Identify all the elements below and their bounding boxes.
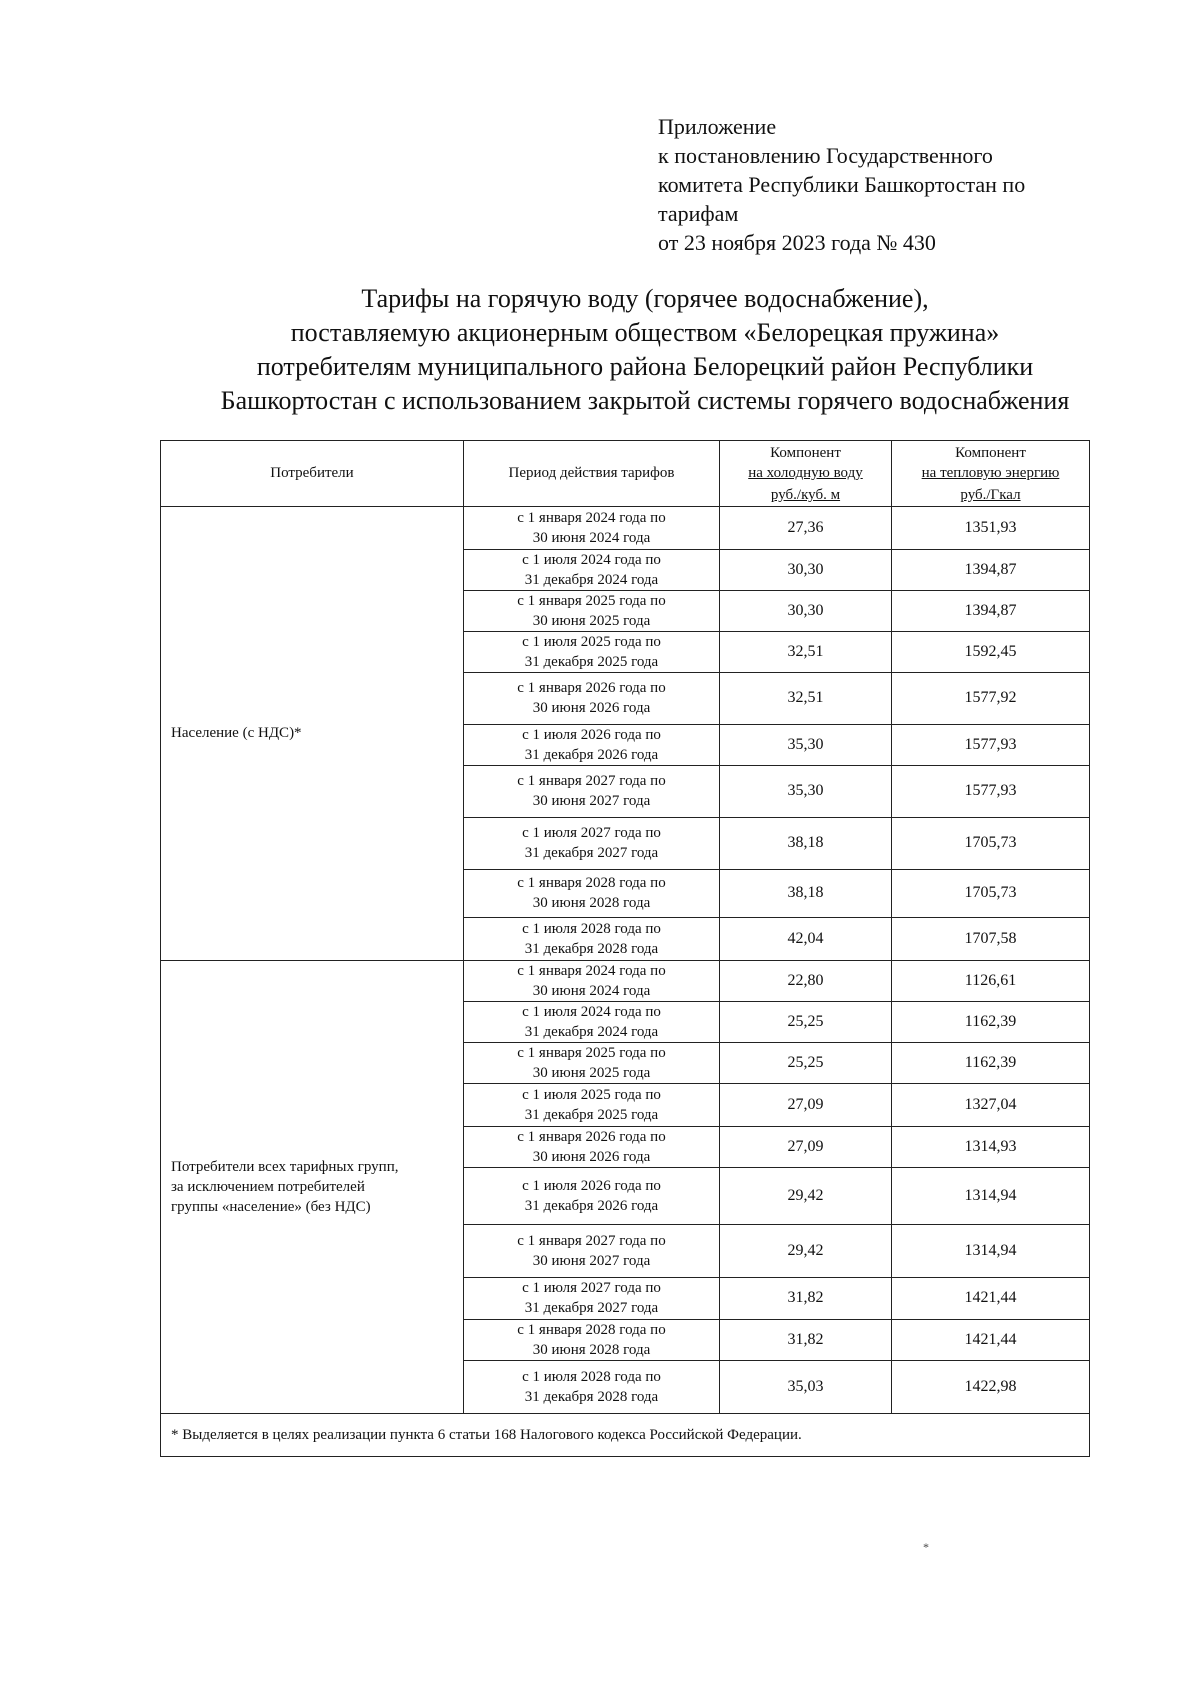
- period-end: 31 декабря 2027 года: [524, 1300, 659, 1316]
- period-start: с 1 июля 2027 года по: [522, 1280, 661, 1296]
- appendix-line: от 23 ноября 2023 года № 430: [658, 230, 936, 255]
- period-cell: [464, 549, 720, 590]
- period-start: с 1 июля 2025 года по: [522, 1086, 661, 1103]
- period-end: 31 декабря 2027 года: [524, 845, 659, 861]
- period-cell: [464, 917, 720, 960]
- heat-energy-value: 1394,87: [892, 590, 1090, 631]
- period-end: 30 июня 2028 года: [532, 895, 651, 911]
- header-consumers: Потребители: [161, 441, 464, 507]
- heat-energy-value: 1314,93: [892, 1126, 1090, 1167]
- period-end: 31 декабря 2026 года: [524, 1197, 659, 1214]
- period-start: с 1 июля 2028 года по: [522, 1368, 661, 1385]
- cold-water-value: 25,25: [720, 1042, 892, 1083]
- cold-water-value: 29,42: [720, 1167, 892, 1224]
- period-end: 30 июня 2027 года: [532, 1252, 651, 1269]
- period-cell: [464, 1126, 720, 1167]
- period-cell: [464, 672, 720, 724]
- period-start: с 1 января 2025 года по: [517, 1044, 666, 1061]
- table-footnote: * Выделяется в целях реализации пункта 6 статьи 168 Налогового кодекса Российской Федерации.: [161, 1413, 1090, 1456]
- heat-energy-value: 1162,39: [892, 1001, 1090, 1042]
- period-start: с 1 января 2026 года по: [517, 1128, 666, 1145]
- period-start: с 1 января 2024 года по: [517, 509, 666, 526]
- document-title: [150, 282, 1140, 418]
- heat-energy-value: 1126,61: [892, 960, 1090, 1001]
- heat-energy-value: 1577,93: [892, 724, 1090, 765]
- header-heat-bottom: на тепловую энергию: [921, 464, 1060, 481]
- period-end: 31 декабря 2025 года: [524, 1106, 659, 1123]
- period-start: с 1 января 2028 года по: [517, 875, 666, 891]
- header-heat-component: [892, 441, 1090, 485]
- period-cell: [464, 1001, 720, 1042]
- header-cold-top: Компонент: [770, 444, 841, 461]
- period-start: с 1 января 2025 года по: [517, 592, 666, 609]
- heat-energy-value: 1421,44: [892, 1319, 1090, 1360]
- period-start: с 1 января 2024 года по: [517, 962, 666, 979]
- period-start: с 1 июля 2024 года по: [522, 1003, 661, 1020]
- cold-water-value: 27,09: [720, 1126, 892, 1167]
- period-cell: [464, 590, 720, 631]
- period-end: 30 июня 2026 года: [532, 700, 651, 716]
- cold-water-value: 38,18: [720, 817, 892, 869]
- period-start: с 1 июля 2027 года по: [522, 825, 661, 841]
- title-line: Башкортостан с использованием закрытой системы горячего водоснабжения: [220, 386, 1070, 415]
- period-cell: [464, 1224, 720, 1277]
- cold-water-value: 35,03: [720, 1360, 892, 1413]
- period-end: 31 декабря 2028 года: [524, 1388, 659, 1405]
- period-start: с 1 июля 2026 года по: [522, 1177, 661, 1194]
- heat-energy-value: 1394,87: [892, 549, 1090, 590]
- heat-energy-value: 1351,93: [892, 506, 1090, 549]
- period-start: с 1 января 2028 года по: [517, 1321, 666, 1338]
- period-cell: [464, 1083, 720, 1126]
- period-start: с 1 января 2027 года по: [517, 1232, 666, 1249]
- period-end: 30 июня 2025 года: [532, 612, 651, 629]
- cold-water-value: 32,51: [720, 631, 892, 672]
- period-end: 30 июня 2026 года: [532, 1148, 651, 1165]
- header-cold-component: [720, 441, 892, 485]
- period-cell: [464, 1167, 720, 1224]
- period-start: с 1 января 2027 года по: [517, 773, 666, 789]
- header-heat-unit: [892, 485, 1090, 507]
- period-cell: [464, 1277, 720, 1319]
- period-cell: [464, 817, 720, 869]
- period-start: с 1 июля 2026 года по: [522, 726, 661, 743]
- cold-water-value: 42,04: [720, 917, 892, 960]
- period-cell: [464, 765, 720, 817]
- period-end: 31 декабря 2024 года: [524, 571, 659, 588]
- table-row: [161, 506, 1090, 549]
- heat-energy-value: 1421,44: [892, 1277, 1090, 1319]
- period-start: с 1 июля 2024 года по: [522, 551, 661, 568]
- consumer-group-name: Потребители всех тарифных групп, за исключением потребителей группы «население» (без НДС): [161, 960, 464, 1413]
- table-body: [161, 506, 1090, 1413]
- title-line: поставляемую акционерным обществом «Белорецкая пружина»: [290, 318, 1000, 347]
- period-start: с 1 июля 2028 года по: [522, 920, 661, 937]
- period-end: 31 декабря 2026 года: [524, 746, 659, 763]
- period-cell: [464, 869, 720, 917]
- cold-water-value: 30,30: [720, 590, 892, 631]
- heat-energy-value: 1577,93: [892, 765, 1090, 817]
- period-cell: [464, 1042, 720, 1083]
- title-line: Тарифы на горячую воду (горячее водоснабжение),: [361, 284, 929, 313]
- header-period: Период действия тарифов: [464, 441, 720, 507]
- appendix-block: [658, 112, 1078, 257]
- period-end: 30 июня 2024 года: [532, 982, 651, 999]
- heat-energy-value: 1577,92: [892, 672, 1090, 724]
- heat-energy-value: 1162,39: [892, 1042, 1090, 1083]
- period-cell: [464, 724, 720, 765]
- period-end: 31 декабря 2024 года: [524, 1023, 659, 1040]
- cold-water-value: 30,30: [720, 549, 892, 590]
- cold-water-value: 35,30: [720, 724, 892, 765]
- period-cell: [464, 506, 720, 549]
- cold-water-value: 29,42: [720, 1224, 892, 1277]
- cold-water-value: 32,51: [720, 672, 892, 724]
- heat-energy-value: 1314,94: [892, 1224, 1090, 1277]
- period-start: с 1 января 2026 года по: [517, 680, 666, 696]
- heat-energy-value: 1705,73: [892, 817, 1090, 869]
- stray-mark: *: [923, 1540, 929, 1554]
- appendix-line: комитета Республики Башкортостан по: [658, 172, 1026, 197]
- header-cold-unit: [720, 485, 892, 507]
- cold-water-value: 38,18: [720, 869, 892, 917]
- heat-unit-text: руб./Гкал: [960, 487, 1021, 503]
- period-cell: [464, 960, 720, 1001]
- table-row: [161, 960, 1090, 1001]
- appendix-line: к постановлению Государственного: [658, 143, 993, 168]
- heat-energy-value: 1314,94: [892, 1167, 1090, 1224]
- period-end: 30 июня 2028 года: [532, 1341, 651, 1358]
- cold-water-value: 31,82: [720, 1277, 892, 1319]
- consumer-group-name: Население (с НДС)*: [161, 506, 464, 960]
- period-end: 31 декабря 2028 года: [524, 940, 659, 957]
- header-heat-top: Компонент: [955, 444, 1026, 461]
- period-cell: [464, 631, 720, 672]
- heat-energy-value: 1327,04: [892, 1083, 1090, 1126]
- heat-energy-value: 1705,73: [892, 869, 1090, 917]
- period-end: 30 июня 2024 года: [532, 529, 651, 546]
- heat-energy-value: 1422,98: [892, 1360, 1090, 1413]
- title-line: потребителям муниципального района Белорецкий район Республики: [256, 352, 1034, 381]
- period-end: 30 июня 2025 года: [532, 1064, 651, 1081]
- period-end: 30 июня 2027 года: [532, 793, 651, 809]
- heat-energy-value: 1592,45: [892, 631, 1090, 672]
- cold-water-value: 22,80: [720, 960, 892, 1001]
- cold-water-value: 27,09: [720, 1083, 892, 1126]
- tariff-table: [160, 440, 1090, 1457]
- period-start: с 1 июля 2025 года по: [522, 633, 661, 650]
- cold-water-value: 27,36: [720, 506, 892, 549]
- appendix-line: тарифам: [658, 201, 739, 226]
- cold-water-value: 35,30: [720, 765, 892, 817]
- cold-water-value: 25,25: [720, 1001, 892, 1042]
- period-cell: [464, 1360, 720, 1413]
- header-cold-bottom: на холодную воду: [748, 464, 863, 481]
- heat-energy-value: 1707,58: [892, 917, 1090, 960]
- cold-water-value: 31,82: [720, 1319, 892, 1360]
- appendix-line: Приложение: [658, 114, 777, 139]
- period-cell: [464, 1319, 720, 1360]
- cold-unit-text: руб./куб. м: [770, 487, 841, 503]
- period-end: 31 декабря 2025 года: [524, 653, 659, 670]
